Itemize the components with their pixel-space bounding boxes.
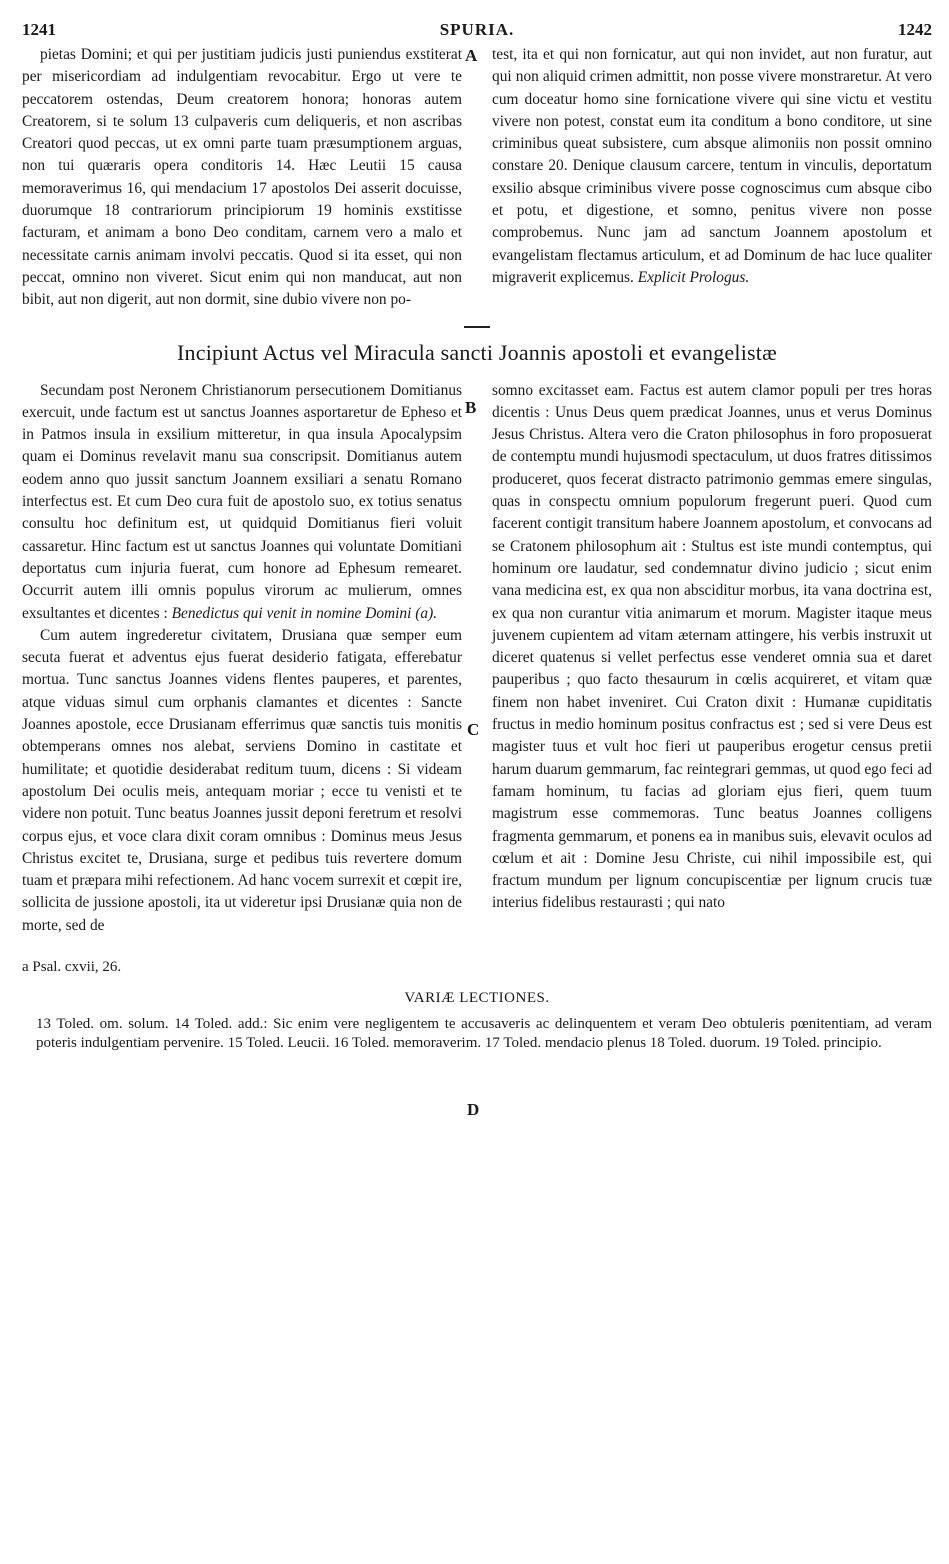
section-title: Incipiunt Actus vel Miracula sancti Joannis apostoli et evangelistæ: [177, 339, 777, 365]
bottom-right-text: somno excitasset eam. Factus est autem clamor populi per tres horas dicentis : Unus Deus quem prædicat Joannes, unus et verus Dominus Jesus Christus. Altera vero die Craton philosophus in foro proposuerat de contemptu mundi hujusmodi spectaculum, ut duos fratres ditissimos produceret, quos fecerat distracto patrimonio gemmas emere singulas, quas in conspectu omnium populorum fregerunt pueri. Quod cum facerent contigit transitum habere Joannem apostolum, et convocans ad se Cratonem philosophum ait : Stultus est iste mundi contemptus, qui hominum ore laudatur, sed condemnatur divino judicio ; sicut enim vana medicina est, ex qua non absciditur morbus, ita vana doctrina est, ex qua non curantur vitia animarum et morum. Magister itaque meus juvenem cupientem ad vitam æternam attingere, his verbis instruxit ut diceret quatenus si vellet perfectus esse venderet omnia sua et daret pauperibus ; quo facto thesaurum in cœlis acquireret, et vitam quæ finem non habet inveniret. Cui Craton dixit : Humanæ cupiditatis fructus in medio hominum positus confractus est ; sed si vere Deus est magister tuus et vult hoc fieri ut pauperibus erogetur census pretii harum duarum gemmarum, fac reintegrari gemmas, ut quod ego feci ad famam hominum, tu facias ad gloriam ejus fieri, quem tuum magistrum esse commemoras. Tunc beatus Joannes colligens fragmenta gemmarum, et ponens ea in manibus suis, elevavit oculos ad cœlum et ait : Domine Jesu Christe, cui nihil impossibile est, qui fractum mundum per lignum concupiscentiæ per lignum crucis tuæ interius fidelibus restaurasti ; qui nato: [492, 381, 932, 912]
margin-marker-d: D: [467, 1099, 480, 1119]
top-left-text: pietas Domini; et qui per justitiam judicis justi puniendus exstiterat per misericordiam ad indulgentiam revocabitur. Ergo ut vere te peccatorem ostendas, Deum creatorem honora; honoras autem Creatorem, si te solum 13 culpaveris cum deliqueris, et non ascribas Creatori quod peccas, ut ex omni parte tuam præsumptionem arguas, non tui quæraris opera conditoris 14. Hæc Leutii 15 causa memoraverimus 16, qui mendacium 17 apostolos Dei asserit docuisse, duorumque 18 contrariorum principiorum 19 hominis exstitisse facturam, et animam a bono Deo conditam, carnem vero a malo et necessitate carnis animam involvi peccatis. Quod si ita esset, qui non peccat, omnino non viveret. Sicut enim qui non manducat, aut non bibit, aut non digerit, aut non dormit, sine dubio vivere non po-: [22, 46, 462, 309]
margin-marker-b: B: [465, 398, 477, 417]
bottom-left-paragraph-2: Cum autem ingrederetur civitatem, Drusiana quæ semper eum secuta fuerat et adventus ejus fuerat desiderio fatigata, efferebatur mortua. Tunc sanctus Joannes videns flentes pauperes, et parentes, atque viduas simul cum orphanis clamantes et dicentes : Sancte Joannes apostole, ecce Drusianam efferrimus quæ sanctis tuis monitis obtemperans omnes nos alebat, serviens Domino in castitate et humilitate; et quotidie desiderabat reditum tuum, dicens : Si videam apostolum Dei oculis meis, antequam moriar ; ecce tu venisti et te videre non potuit. Tunc beatus Joannes jussit deponi feretrum et resolvi corpus ejus, et voce clara dixit coram omnibus : Dominus meus Jesus Christus excitet te, Drusiana, surge et pedibus tuis revertere domum tuam et præpara mihi refectionem. Ad hanc vocem surrexit et cœpit ire, sollicita de jussione apostoli, ita ut videretur ipsi Drusianæ quia non de morte, sed de: [22, 626, 462, 934]
top-left-column: [22, 44, 462, 312]
running-title: SPURIA.: [439, 20, 515, 39]
page-header: [22, 14, 932, 44]
benedictus-quote: Benedictus qui venit in nomine Domini (a).: [171, 604, 438, 622]
top-right-column: [492, 44, 932, 312]
bottom-right-column: [492, 380, 932, 937]
bottom-left-paragraph-1: Secundam post Neronem Christianorum persecutionem Domitianus exercuit, unde factum est ut sanctus Joannes asportaretur de Epheso et in Patmos insula in exsilium mitteretur, in qua insula Apocalypsim quam ei Dominus revelavit manu sua conscripsit. Domitianus autem eodem anno quo jussit sanctum Joannem exsiliari a senatu Romano interfectus est. Et cum Deo cura fuit de apostolo suo, ex totius senatus consultu hoc definitum est, ut quidquid Domitianus fieri voluit cassaretur. Hinc factum est ut sanctus Joannes qui voluntate Domitiani deportatus cum injuria fuerat, cum honore ad Ephesum remearet. Occurrit autem illi omnis populus virorum ac mulierum, omnes exsultantes et dicentes :: [22, 381, 462, 622]
bottom-left-column: [22, 380, 462, 937]
left-page-number: 1241: [22, 20, 56, 39]
explicit-prologus: Explicit Prologus.: [637, 268, 750, 286]
margin-marker-c: C: [467, 719, 480, 739]
variae-lectiones-text: 13 Toled. om. solum. 14 Toled. add.: Sic enim vere negligentem te accusaveris ac delinquentem et veram Deo obtuleris pœnitentiam, ad veram poteris indulgentiam pervenire. 15 Toled. Leucii. 16 Toled. memoraverim. 17 Toled. mendacio plenus 18 Toled. duorum. 19 Toled. principio.: [36, 1015, 932, 1051]
variae-lectiones-heading: VARIÆ LECTIONES.: [404, 989, 550, 1006]
top-right-text: test, ita et qui non fornicatur, aut qui non invidet, aut non furatur, aut qui non aliquid crimen admittit, non posse vivere monstraretur. At vero cum doceatur homo sine fornicatione vivere qui sine victu et vestitu vivere non potest, constat eum ita conditum a bono conditore, ut sine criminibus queat subsistere, cum absque alimoniis non possit omnino constare 20. Denique clausum carcere, tentum in vinculis, deportatum exsilio absque criminibus vivere posse cognoscimus cum absque cibo et potu, et digestione, et somno, penitus vivere non posse comprobemus. Nunc jam ad sanctum Joannem apostolum et evangelistam flectamus articulum, et ad Dominum de hac luce qualiter migraverit explicemus.: [492, 46, 932, 286]
right-page-number: 1242: [898, 20, 932, 39]
footnote: a Psal. cxvii, 26.: [22, 958, 122, 975]
section-divider: [464, 326, 490, 328]
page: [22, 14, 932, 1119]
margin-marker-a: A: [465, 46, 478, 65]
